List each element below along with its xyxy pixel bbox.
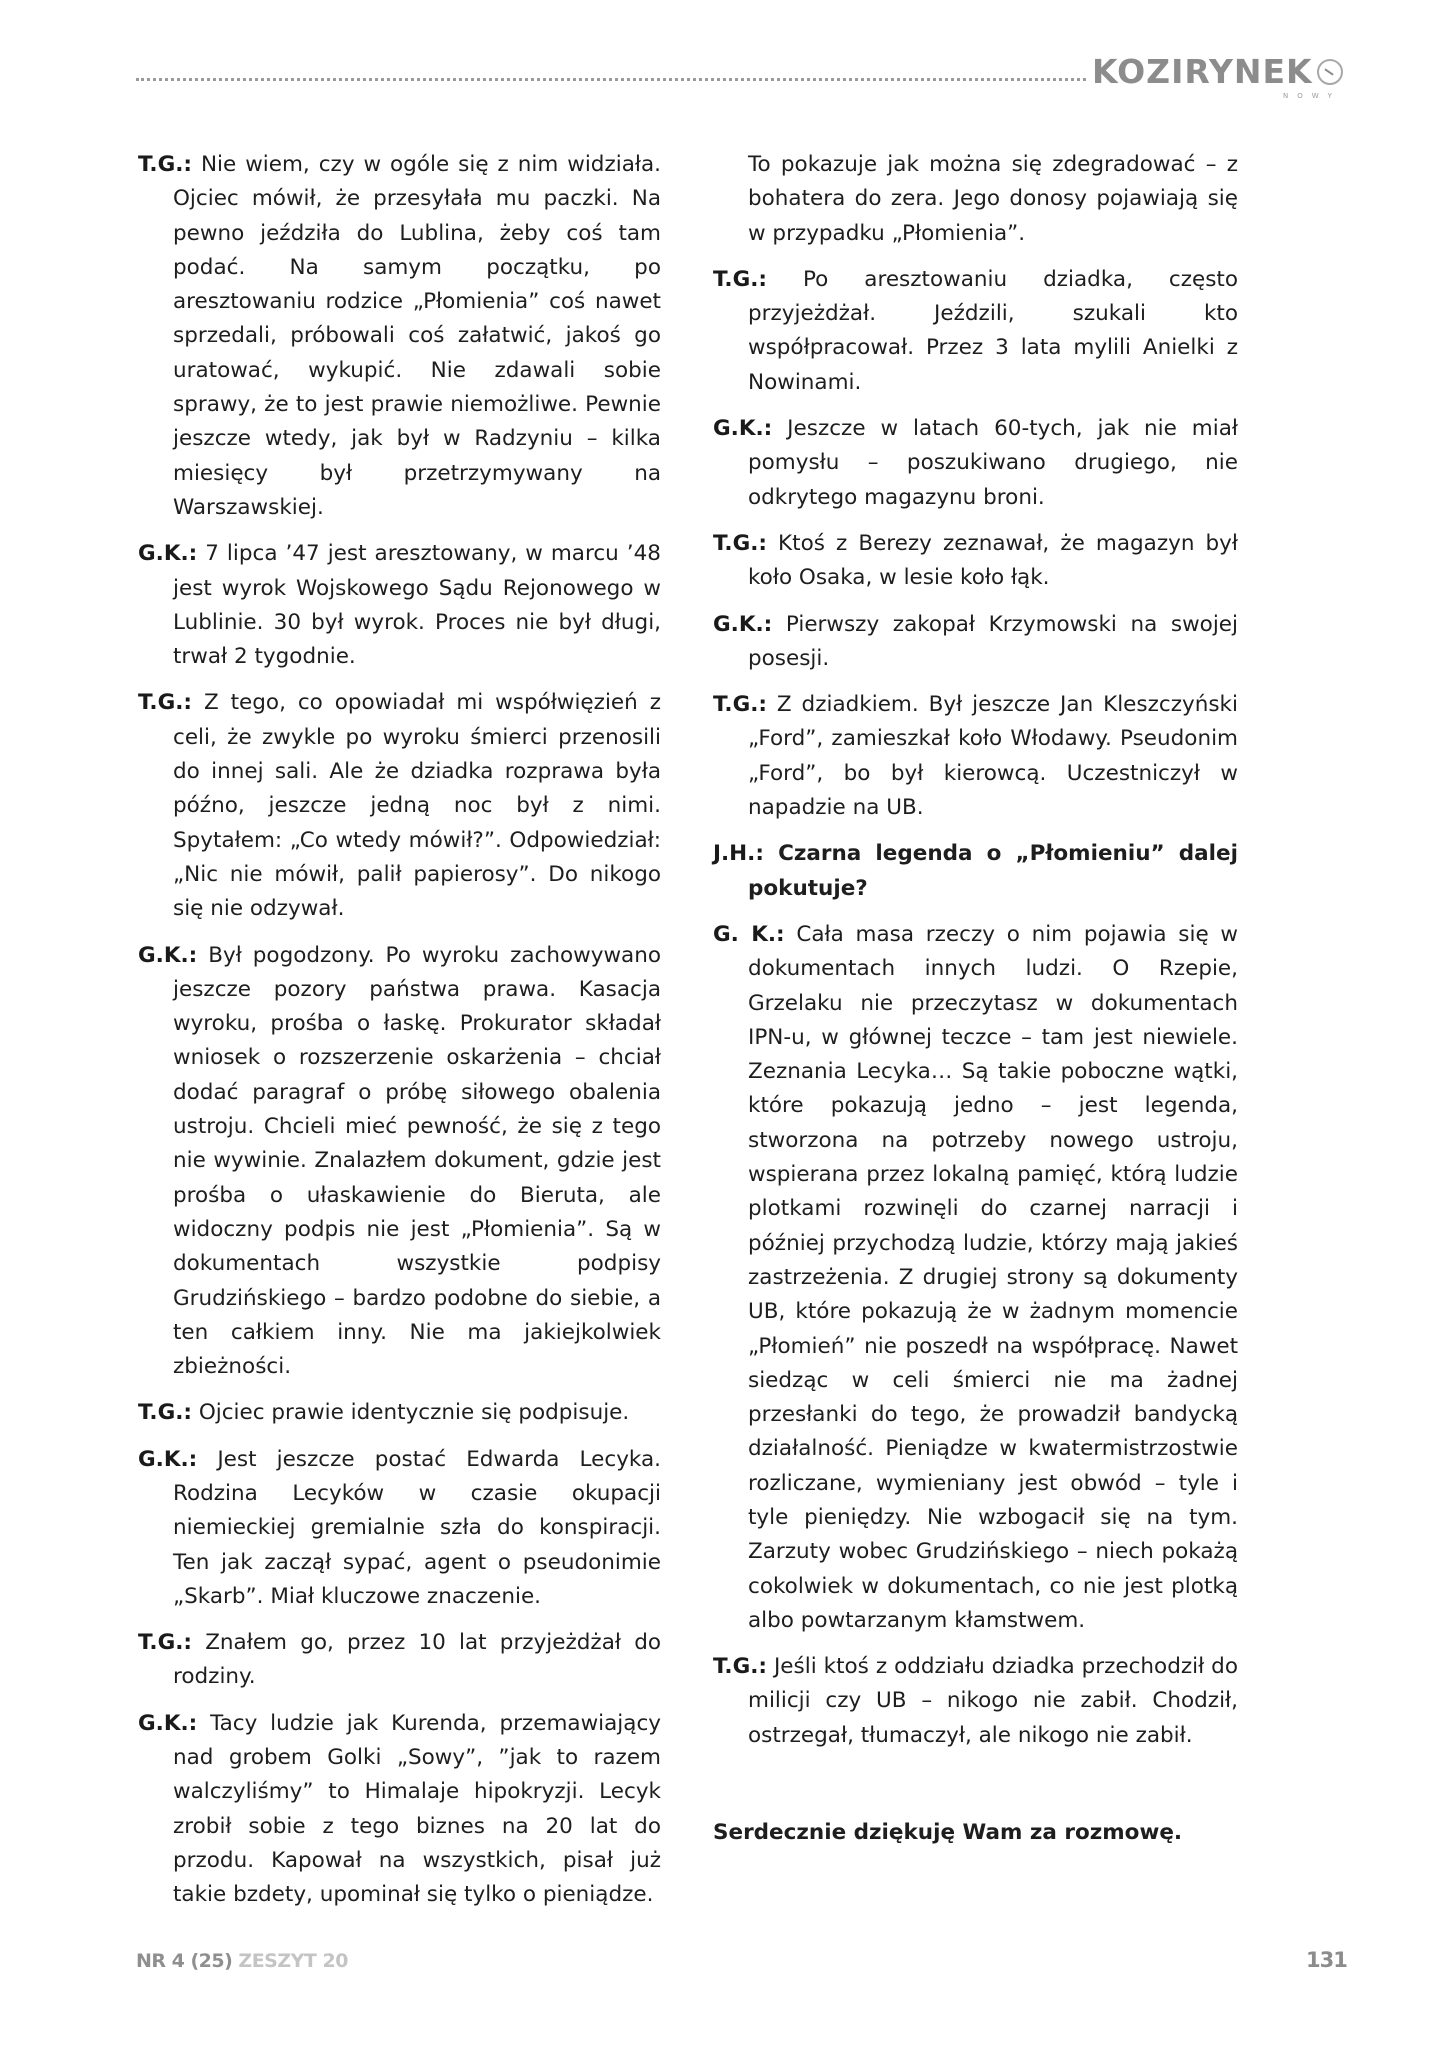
interview-paragraph xyxy=(138,148,661,525)
speaker-label: G.K.: xyxy=(138,942,198,968)
interview-paragraph xyxy=(138,1443,661,1614)
speaker-label: G. K.: xyxy=(713,921,785,947)
speaker-label: T.G.: xyxy=(138,690,192,716)
speaker-label: T.G.: xyxy=(138,1630,192,1656)
paragraph-text: Nie wiem, czy w ogóle się z nim widziała. Ojciec mówił, że przesyłała mu paczki. Na pewno jeździła do Lublina, żeby coś tam podać. Na samym początku, po aresztowaniu rodzice „Płomienia” coś nawet sprzedali, próbowali coś załatwić, jakoś go uratować, wykupić. Nie zdawali sobie sprawy, że to jest prawie niemożliwe. Pewnie jeszcze wtedy, jak był w Radzyniu – kilka miesięcy był przetrzymywany na Warszawskiej. xyxy=(173,152,661,520)
interview-paragraph xyxy=(713,608,1238,677)
interview-paragraph xyxy=(138,1707,661,1913)
closing-thanks: Serdecznie dziękuję Wam za rozmowę. xyxy=(713,1820,1183,1845)
paragraph-text: Znałem go, przez 10 lat przyjeżdżał do rodziny. xyxy=(173,1630,661,1690)
speaker-label: G.K.: xyxy=(138,1446,198,1472)
speaker-label: G.K.: xyxy=(138,1710,198,1736)
interview-paragraph xyxy=(138,1626,661,1695)
footer-issue-info xyxy=(136,1950,348,1972)
paragraph-text: Cała masa rzeczy o nim pojawia się w dokumentach innych ludzi. O Rzepie, Grzelaku nie przeczytasz w dokumentach IPN-u, w głównej teczce – tam jest niewiele. Zeznania Lecyka… Są takie poboczne wątki, które pokazują jedno – jest legenda, stworzona na potrzeby nowego ustroju, wspierana przez lokalną pamięć, którą ludzie plotkami rozwinęli do czarnej narracji i później przychodzą ludzie, którzy mają jakieś zastrzeżenia. Z drugiej strony są dokumenty UB, które pokazują że w żadnym momencie „Płomień” nie poszedł na współpracę. Nawet siedząc w celi śmierci nie ma żadnej przesłanki do tego, że prowadził bandycką działalność. Pieniądze w kwatermistrzostwie rozliczane, wymieniany jest obwód – tyle i tyle pieniędzy. Nie wzbogacił się na tym. Zarzuty wobec Grudzińskiego – niech pokażą cokolwiek w dokumentach, co nie jest plotką albo powtarzanym kłamstwem. xyxy=(748,921,1238,1633)
interview-paragraph xyxy=(138,1396,661,1430)
speaker-label: G.K.: xyxy=(713,416,773,442)
question-text: Czarna legenda o „Płomieniu” dalej pokutuje? xyxy=(748,841,1238,901)
header-dotted-rule xyxy=(136,78,1086,81)
interview-paragraph xyxy=(713,918,1238,1638)
paragraph-text: To pokazuje jak można się zdegradować – z bohatera do zera. Jego donosy pojawiają się w przypadku „Płomienia”. xyxy=(748,152,1238,246)
magazine-logo xyxy=(1092,52,1343,91)
interview-paragraph xyxy=(713,263,1238,400)
speaker-label: G.K.: xyxy=(713,611,773,637)
issue-number: NR 4 (25) xyxy=(136,1950,233,1972)
speaker-label: T.G.: xyxy=(138,1400,192,1426)
right-column xyxy=(713,148,1238,1765)
logo-text: KOZIRYNEK xyxy=(1092,52,1313,91)
interview-paragraph xyxy=(713,1650,1238,1753)
zeszyt-number: ZESZYT 20 xyxy=(238,1950,348,1972)
left-column xyxy=(138,148,661,1925)
interview-paragraph xyxy=(138,537,661,674)
interview-paragraph xyxy=(713,688,1238,825)
interview-paragraph xyxy=(138,939,661,1385)
speaker-label: T.G.: xyxy=(713,1654,767,1680)
continued-paragraph xyxy=(713,148,1238,251)
speaker-label: T.G.: xyxy=(138,152,192,177)
speaker-label: G.K.: xyxy=(138,541,198,567)
compass-badge-icon xyxy=(1317,59,1343,85)
interview-paragraph xyxy=(713,527,1238,596)
paragraph-text: Ojciec prawie identycznie się podpisuje. xyxy=(198,1400,630,1426)
page-number: 131 xyxy=(1306,1948,1347,1972)
logo-subtext: NOWY xyxy=(1283,92,1341,100)
interview-paragraph xyxy=(138,686,661,926)
speaker-label: T.G.: xyxy=(713,530,767,556)
paragraph-text: Z tego, co opowiadał mi współwięzień z celi, że zwykle po wyroku śmierci przenosili do innej sali. Ale że dziadka rozprawa była późno, jeszcze jedną noc był z nimi. Spytałem: „Co wtedy mówił?”. Odpowiedział: „Nic nie mówił, palił papierosy”. Do nikogo się nie odzywał. xyxy=(173,690,662,922)
paragraph-text: Był pogodzony. Po wyroku zachowywano jeszcze pozory państwa prawa. Kasacja wyroku, prośba o łaskę. Prokurator składał wniosek o rozszerzenie oskarżenia – chciał dodać paragraf o próbę siłowego obalenia ustroju. Chcieli mieć pewność, że się z tego nie wywinie. Znalazłem dokument, gdzie jest prośba o ułaskawienie do Bieruta, ale widoczny podpis nie jest „Płomienia”. Są w dokumentach wszystkie podpisy Grudzińskiego – bardzo podobne do siebie, a ten całkiem inny. Nie ma jakiejkolwiek zbieżności. xyxy=(173,942,661,1380)
paragraph-text: Ktoś z Berezy zeznawał, że magazyn był koło Osaka, w lesie koło łąk. xyxy=(748,530,1238,591)
paragraph-text: Jeszcze w latach 60-tych, jak nie miał pomysłu – poszukiwano drugiego, nie odkrytego magazynu broni. xyxy=(748,416,1238,510)
interviewer-question xyxy=(713,837,1238,906)
interview-paragraph xyxy=(713,412,1238,515)
paragraph-text: Po aresztowaniu dziadka, często przyjeżdżał. Jeździli, szukali kto współpracował. Przez 3 lata mylili Anielki z Nowinami. xyxy=(748,266,1238,395)
paragraph-text: Z dziadkiem. Był jeszcze Jan Kleszczyński „Ford”, zamieszkał koło Włodawy. Pseudonim „Ford”, bo był kierowcą. Uczestniczył w napadzie na UB. xyxy=(748,692,1238,821)
paragraph-text: Jeśli ktoś z oddziału dziadka przechodził do milicji czy UB – nikogo nie zabił. Chodził, ostrzegał, tłumaczył, ale nikogo nie zabił. xyxy=(748,1654,1238,1748)
paragraph-text: Jest jeszcze postać Edwarda Lecyka. Rodzina Lecyków w czasie okupacji niemieckiej gremialnie szła do konspiracji. Ten jak zaczął sypać, agent o pseudonimie „Skarb”. Miał kluczowe znaczenie. xyxy=(173,1446,661,1609)
speaker-label: J.H.: xyxy=(713,841,764,867)
paragraph-text: Pierwszy zakopał Krzymowski na swojej posesji. xyxy=(748,611,1238,671)
paragraph-text: 7 lipca ’47 jest aresztowany, w marcu ’48 jest wyrok Wojskowego Sądu Rejonowego w Lublinie. 30 był wyrok. Proces nie był długi, trwał 2 tygodnie. xyxy=(173,541,661,670)
paragraph-text: Tacy ludzie jak Kurenda, przemawiający nad grobem Golki „Sowy”, ”jak to razem walczyliśmy” to Himalaje hipokryzji. Lecyk zrobił sobie z tego biznes na 20 lat do przodu. Kapował na wszystkich, pisał już takie bzdety, upominał się tylko o pieniądze. xyxy=(173,1710,661,1908)
speaker-label: T.G.: xyxy=(713,266,767,292)
speaker-label: T.G.: xyxy=(713,692,767,718)
